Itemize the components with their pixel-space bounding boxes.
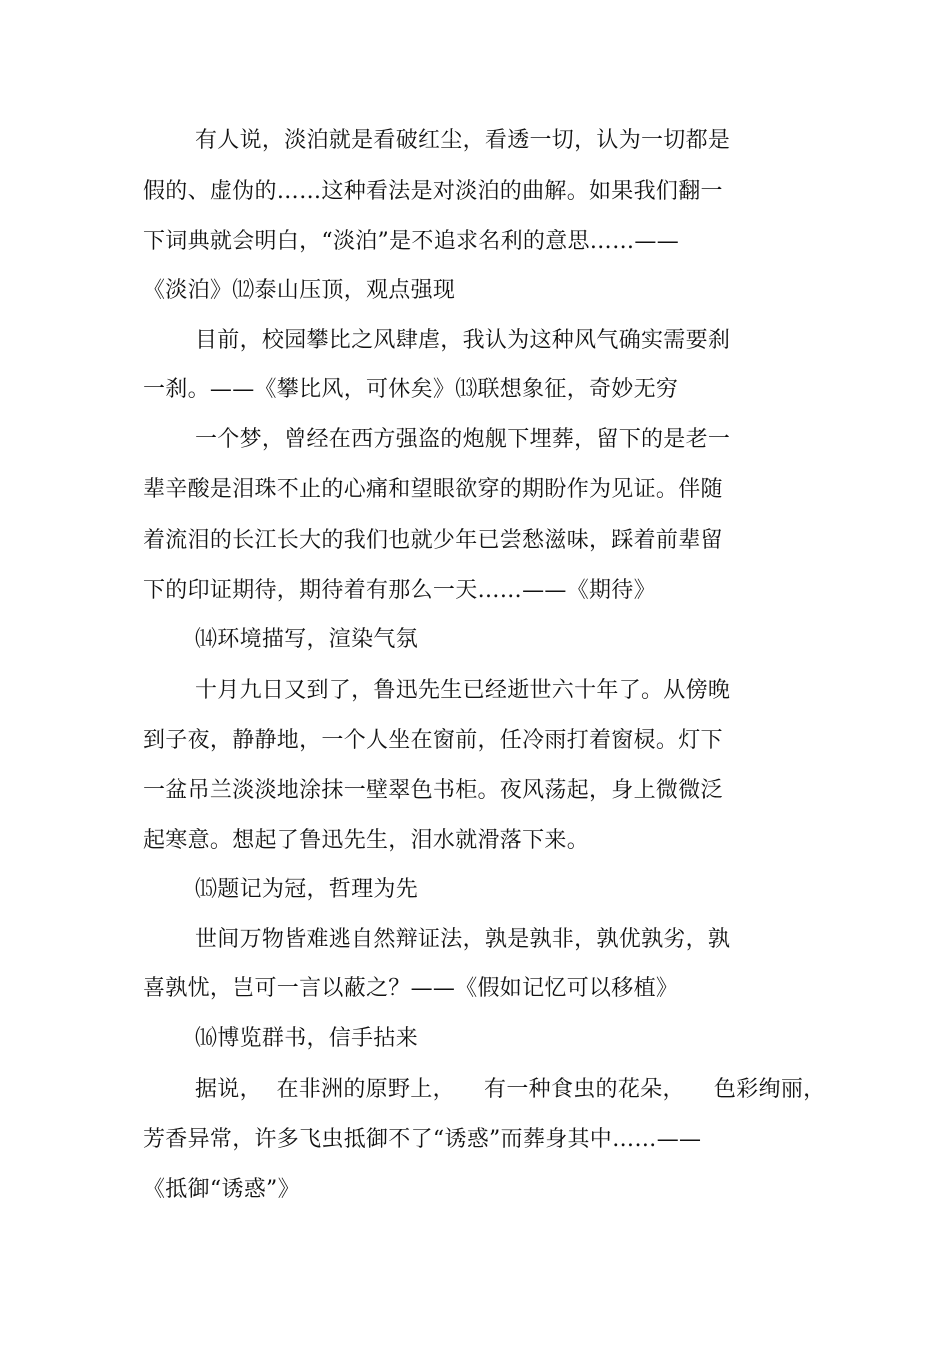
text-line: 起寒意。想起了鲁迅先生，泪水就滑落下来。: [143, 828, 590, 853]
text-line: 《抵御“诱惑”》: [143, 1177, 300, 1202]
section-heading: ⒁环境描写，渲染气氛: [195, 627, 419, 652]
text-line: 一刹。——《攀比风，可休矣》⒀联想象征，奇妙无穷: [143, 377, 679, 402]
text-line: 有人说，淡泊就是看破红尘，看透一切，认为一切都是: [195, 128, 731, 153]
section-heading: ⒂题记为冠，哲理为先: [195, 877, 419, 902]
text-line: 下的印证期待，期待着有那么一天……——《期待》: [143, 578, 656, 603]
text-line: 十月九日又到了，鲁迅先生已经逝世六十年了。从傍晚: [195, 678, 731, 703]
section-heading: ⒃博览群书，信手拈来: [195, 1026, 419, 1051]
text-line: 下词典就会明白，“淡泊”是不追求名利的意思……——: [143, 229, 679, 254]
text-line: 据说， 在非洲的原野上， 有一种食虫的花朵， 色彩绚丽，: [195, 1077, 826, 1102]
text-line: 到子夜，静静地，一个人坐在窗前，任冷雨打着窗棂。灯下: [143, 728, 723, 753]
text-line: 着流泪的长江长大的我们也就少年已尝愁滋味，踩着前辈留: [143, 528, 723, 553]
text-line: 辈辛酸是泪珠不止的心痛和望眼欲穿的期盼作为见证。伴随: [143, 477, 723, 502]
text-line: 一盆吊兰淡淡地涂抹一壁翠色书柜。夜风荡起，身上微微泛: [143, 778, 723, 803]
text-line: 喜孰忧，岂可一言以蔽之？——《假如记忆可以移植》: [143, 976, 679, 1001]
text-line: 《淡泊》⑿泰山压顶，观点强现: [143, 278, 456, 303]
text-line: 一个梦，曾经在西方强盗的炮舰下埋葬，留下的是老一: [195, 427, 731, 452]
text-line: 芳香异常，许多飞虫抵御不了“诱惑”而葬身其中……——: [143, 1127, 702, 1152]
text-line: 世间万物皆难逃自然辩证法，孰是孰非，孰优孰劣，孰: [195, 927, 731, 952]
text-line: 假的、虚伪的……这种看法是对淡泊的曲解。如果我们翻一: [143, 179, 723, 204]
text-line: 目前，校园攀比之风肆虐，我认为这种风气确实需要刹: [195, 328, 731, 353]
